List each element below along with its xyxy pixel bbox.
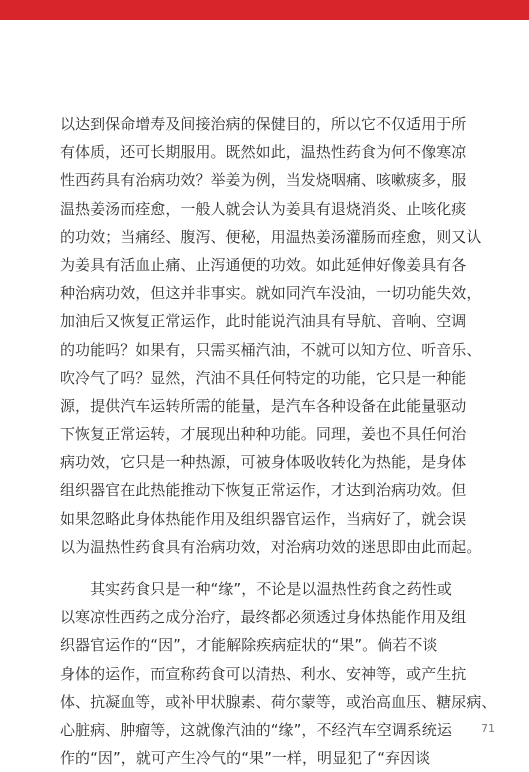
top-accent-bar <box>0 0 529 20</box>
text-line: 加油后又恢复正常运作，此时能说汽油具有导航、音响、空调 <box>60 312 467 331</box>
text-line: 为姜具有活血止痛、止泻通便的功效。如此延伸好像姜具有各 <box>60 255 467 274</box>
text-line: 种治病功效，但这并非事实。就如同汽车没油，一切功能失效， <box>60 284 482 303</box>
text-line: 源，提供汽车运转所需的能量，是汽车各种设备在此能量驱动 <box>60 396 467 415</box>
text-line: 有体质，还可长期服用。既然如此，温热性药食为何不像寒凉 <box>60 143 467 162</box>
text-line: 以寒凉性西药之成分治疗，最终都必须透过身体热能作用及组 <box>60 608 467 627</box>
text-line: 性西药具有治病功效？举姜为例，当发烧咽痛、咳嗽痰多，服 <box>60 171 467 190</box>
text-line: 体、抗凝血等，或补甲状腺素、荷尔蒙等，或治高血压、糖尿病、 <box>60 692 497 711</box>
text-line: 身体的运作，而宣称药食可以清热、利水、安神等，或产生抗 <box>60 664 467 683</box>
text-line: 以为温热性药食具有治病功效，对治病功效的迷思即由此而起。 <box>60 537 482 556</box>
text-line: 织器官运作的“因”，才能解除疾病症状的“果”。倘若不谈 <box>60 636 438 655</box>
text-line: 吹冷气了吗？显然，汽油不具任何特定的功能，它只是一种能 <box>60 368 467 387</box>
text-line: 其实药食只是一种“缘”，不论是以温热性药食之药性或 <box>60 580 452 598</box>
text-line: 组织器官在此热能推动下恢复正常运作，才达到治病功效。但 <box>60 481 467 500</box>
paragraph-gap <box>60 561 470 575</box>
paragraph <box>60 110 482 561</box>
text-line: 的功能吗？如果有，只需买桶汽油，不就可以知方位、听音乐、 <box>60 340 482 359</box>
text-line: 心脏病、肿瘤等，这就像汽油的“缘”，不经汽车空调系统运 <box>60 720 452 739</box>
text-line: 如果忽略此身体热能作用及组织器官运作，当病好了，就会误 <box>60 509 467 528</box>
text-line: 作的“因”，就可产生冷气的“果”一样，明显犯了“弃因谈 <box>60 749 431 768</box>
text-line: 病功效，它只是一种热源，可被身体吸收转化为热能，是身体 <box>60 453 467 472</box>
text-line: 下恢复正常运转，才展现出种种功能。同理，姜也不具任何治 <box>60 425 467 444</box>
page-number: 71 <box>481 722 495 735</box>
text-line: 以达到保命增寿及间接治病的保健目的，所以它不仅适用于所 <box>60 115 467 133</box>
text-line: 的功效；当痛经、腹泻、便秘，用温热姜汤灌肠而痊愈，则又认 <box>60 227 482 246</box>
text-line: 温热姜汤而痊愈，一般人就会认为姜具有退烧消炎、止咳化痰 <box>60 199 467 218</box>
